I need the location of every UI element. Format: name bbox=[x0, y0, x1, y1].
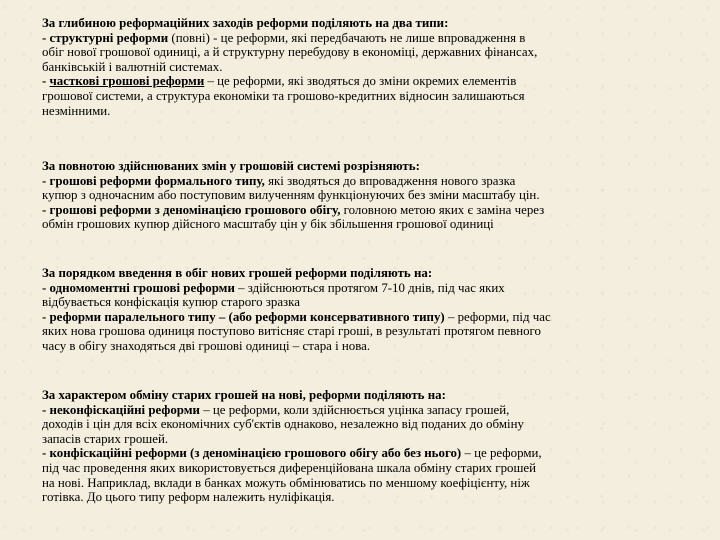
list-item: - реформи паралельного типу – (або реформи консервативного типу) – реформи, під час bbox=[42, 309, 551, 324]
section-heading: За повнотою здійснюваних змін у грошовій системі розрізняють: bbox=[42, 159, 420, 173]
item-separator: – bbox=[204, 74, 218, 89]
item-term-suffix: (повні) bbox=[168, 30, 210, 45]
item-term: часткові грошові реформи bbox=[49, 74, 205, 89]
item-text: це реформи, коли здійснюється уцінка запасу грошей, bbox=[212, 402, 510, 417]
item-text: яких нова грошова одиниця поступово витісняє старі гроші, в результаті протягом певного bbox=[42, 324, 541, 339]
section-heading: За характером обміну старих грошей на нові, реформи поділяють на: bbox=[42, 388, 446, 402]
item-separator: – bbox=[444, 309, 458, 324]
item-separator: – bbox=[234, 280, 248, 295]
item-term: структурні реформи bbox=[49, 30, 169, 45]
item-term: грошові реформи з деномінацією грошового обігу, bbox=[49, 202, 341, 217]
section-introduction-order bbox=[42, 266, 692, 354]
list-item: - грошові реформи формального типу, які зводяться до впровадження нового зразка bbox=[42, 173, 516, 188]
section-heading: За глибиною реформаційних заходів реформи поділяють на два типи: bbox=[42, 16, 449, 30]
item-separator: – bbox=[461, 446, 475, 461]
item-text: на нові. Наприклад, вклади в банках можуть обмінюватись по меншому коефіцієнту, ніж bbox=[42, 475, 530, 490]
item-text: здійснюються протягом 7-10 днів, під час яких bbox=[247, 280, 505, 295]
item-term: неконфіскаційні реформи bbox=[49, 402, 200, 417]
item-text: купюр з одночасним або поступовим вилученням функціонуючих без зміни масштабу цін. bbox=[42, 188, 540, 203]
item-text: доходів і цін для всіх економічних суб'єктів однаково, незалежно від поданих до обміну bbox=[42, 417, 524, 432]
item-text: банківській і валютній системах. bbox=[42, 59, 223, 74]
item-text: це реформи, які зводяться до зміни окремих елементів bbox=[217, 74, 517, 89]
item-text: грошової системи, а структура економіки та грошово-кредитних відносин залишаються bbox=[42, 88, 525, 103]
section-heading: За порядком введення в обіг нових грошей реформи поділяють на: bbox=[42, 266, 433, 280]
item-text: які зводяться до впровадження нового зразка bbox=[268, 173, 516, 188]
item-term: грошові реформи формального типу, bbox=[49, 173, 265, 188]
list-item: - грошові реформи з деномінацією грошового обігу, головною метою яких є заміна через bbox=[42, 202, 545, 217]
item-text: обмін грошових купюр дійсного масштабу цін у бік збільшення грошової одиниці bbox=[42, 217, 494, 232]
list-item: - структурні реформи (повні) - це реформи, які передбачають не лише впровадження в bbox=[42, 30, 526, 45]
item-text: це реформи, які передбачають не лише впровадження в bbox=[220, 30, 526, 45]
section-completeness bbox=[42, 159, 692, 232]
section-depth bbox=[42, 16, 692, 118]
section-exchange-character bbox=[42, 388, 692, 505]
item-text: часу в обігу знаходяться дві грошові одиниці – стара і нова. bbox=[42, 338, 371, 353]
list-item: - неконфіскаційні реформи – це реформи, коли здійснюється уцінка запасу грошей, bbox=[42, 402, 510, 417]
item-text: під час проведення яких використовується диференційована шкала обміну старих грошей bbox=[42, 460, 537, 475]
item-text: це реформи, bbox=[474, 446, 542, 461]
item-text: незмінними. bbox=[42, 103, 111, 118]
item-separator: – bbox=[199, 402, 213, 417]
list-item: - часткові грошові реформи – це реформи, які зводяться до зміни окремих елементів bbox=[42, 74, 517, 89]
list-item: - одномоментні грошові реформи – здійснюються протягом 7-10 днів, під час яких bbox=[42, 280, 505, 295]
item-separator: - bbox=[209, 30, 221, 45]
item-text: готівка. До цього типу реформ належить нуліфікація. bbox=[42, 490, 335, 505]
item-text: запасів старих грошей. bbox=[42, 431, 169, 446]
item-text: головною метою яких є заміна через bbox=[343, 202, 545, 217]
item-term: одномоментні грошові реформи bbox=[49, 280, 235, 295]
item-text: обіг нової грошової одиниці, а й структурну перебудову в економіці, державних фінансах, bbox=[42, 45, 538, 60]
item-term: реформи паралельного типу – (або реформи консервативного типу) bbox=[49, 309, 445, 324]
item-term: конфіскаційні реформи (з деномінацією грошового обігу або без нього) bbox=[49, 446, 462, 461]
list-item: - конфіскаційні реформи (з деномінацією грошового обігу або без нього) – це реформи, bbox=[42, 446, 542, 461]
item-text: відбувається конфіскація купюр старого зразка bbox=[42, 295, 300, 310]
item-text: реформи, під час bbox=[457, 309, 551, 324]
